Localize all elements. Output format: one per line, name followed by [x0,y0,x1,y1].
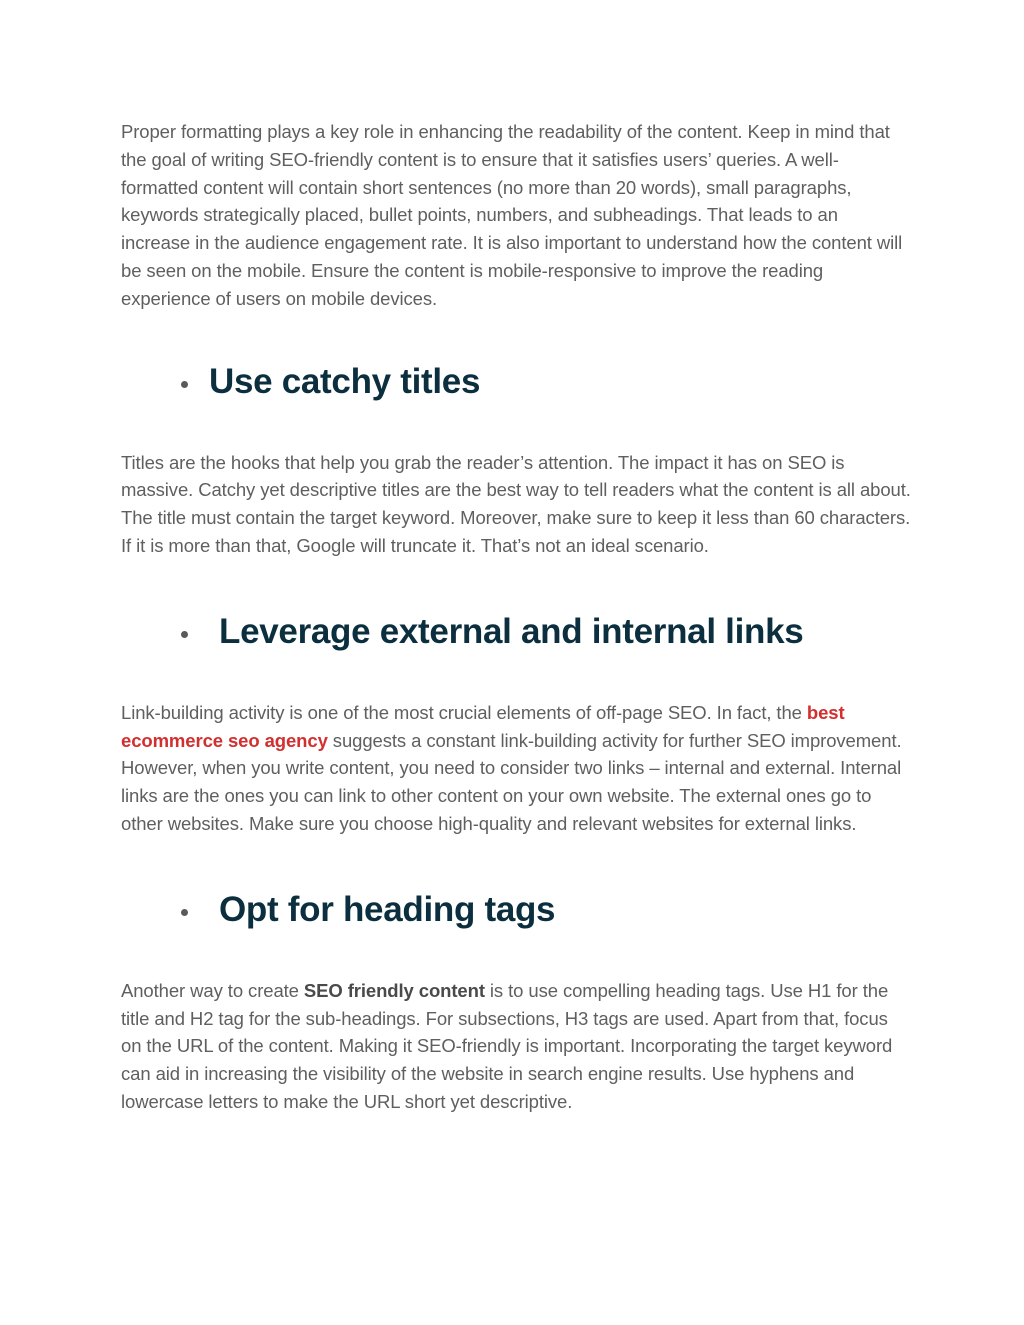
document-page [121,118,911,1116]
best-ecommerce-seo-agency-link[interactable]: best ecommerce seo agency [121,701,845,751]
section-heading-row [121,886,911,934]
section-heading-catchy-titles: Use catchy titles [209,361,481,401]
intro-paragraph: Proper formatting plays a key role in enhancing the readability of the content. Keep in mind that the goal of writing SEO-friendly content is to ensure that it satisfies users’ queries. A well-formatted content will contain short sentences (no more than 20 words), small paragraphs, keywords strategically placed, bullet points, numbers, and subheadings. That leads to an increase in the audience engagement rate. It is also important to understand how the content will be seen on the mobile. Ensure the content is mobile-responsive to improve the reading experience of users on mobile devices. [121,121,903,309]
bullet-icon [181,631,188,638]
paragraph-text: suggests a constant link-building activity for further SEO improvement. However, when you write content, you need to consider two links – internal and external. Internal links are the ones you can link to other content on your own website. The external ones go to other websites. Make sure you choose high-quality and relevant websites for external links. [121,729,902,834]
bullet-icon [181,381,188,388]
seo-friendly-content-emphasis: SEO friendly content [303,979,485,1001]
paragraph-text: Another way to create [121,979,304,1001]
section-heading-row [121,608,911,656]
paragraph-text: Link-building activity is one of the most crucial elements of off-page SEO. In fact, the [121,701,807,723]
section-paragraph-catchy-titles: Titles are the hooks that help you grab the reader’s attention. The impact it has on SEO is massive. Catchy yet descriptive titles are the best way to tell readers what the content is all about. The title must contain the target keyword. Moreover, make sure to keep it less than 60 characters. If it is more than that, Google will truncate it. That’s not an ideal scenario. [121,451,911,556]
section-heading-heading-tags: Opt for heading tags [219,889,556,929]
section-paragraph-heading-tags [121,977,911,1116]
bullet-icon [181,909,188,916]
paragraph-text: is to use compelling heading tags. Use H1 for the title and H2 tag for the sub-headings. For subsections, H3 tags are used. Apart from that, focus on the URL of the content. Making it SEO-friendly is important. Incorporating the target keyword can aid in increasing the visibility of the website in search engine results. Use hyphens and lowercase letters to make the URL short yet descriptive. [121,979,893,1112]
section-paragraph-links [121,699,911,838]
section-heading-links: Leverage external and internal links [219,611,804,651]
section-heading-row [121,358,911,406]
